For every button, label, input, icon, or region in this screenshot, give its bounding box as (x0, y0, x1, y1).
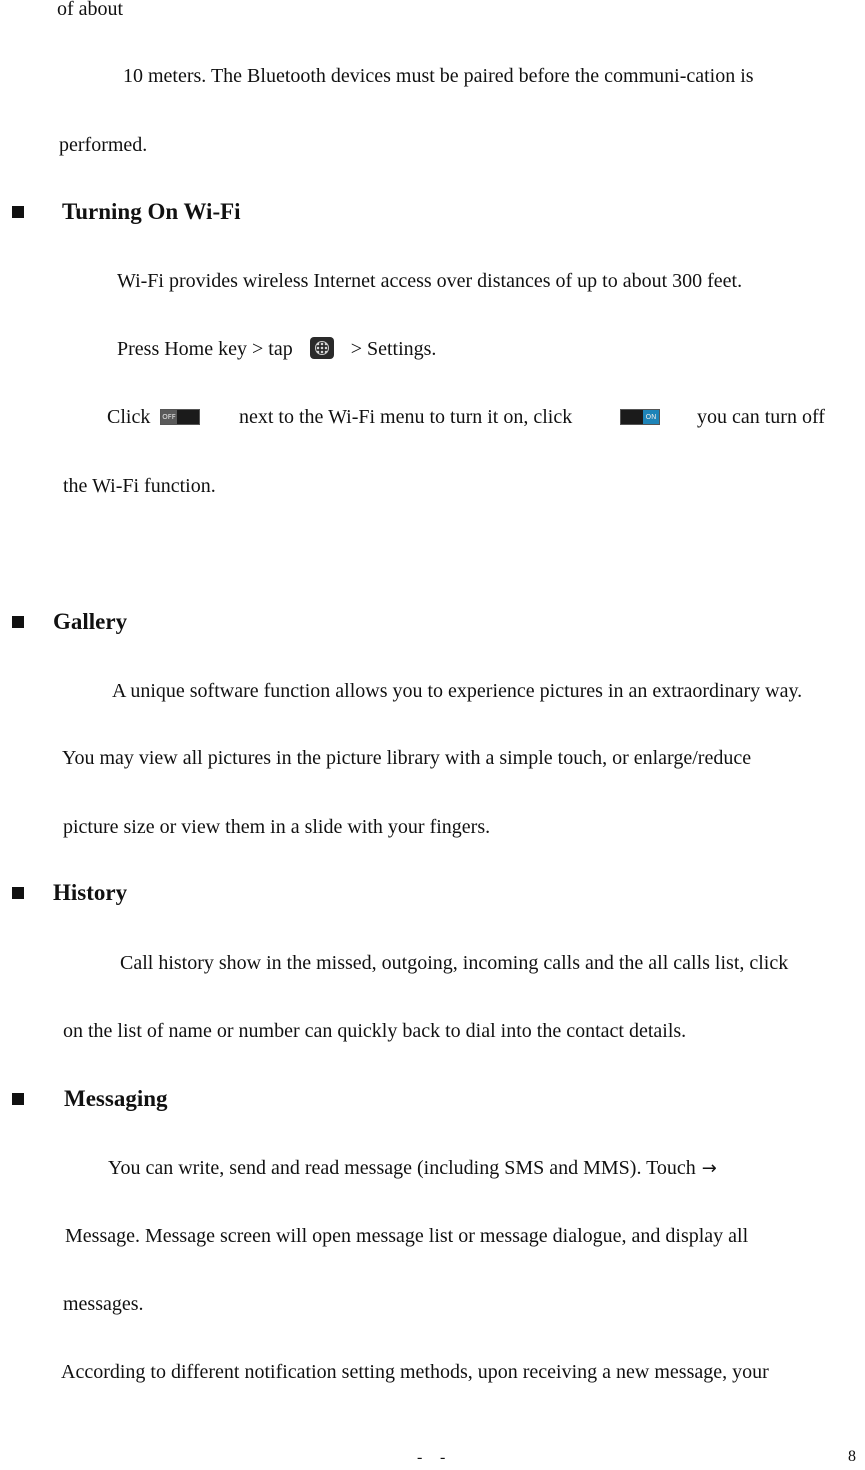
section-heading-history: History (53, 880, 128, 905)
footer-dash-right: - (440, 1449, 446, 1466)
arrow-right-icon: → (701, 1158, 717, 1179)
wifi-text-line-3-end: you can turn off (697, 406, 825, 428)
history-text-line-2: on the list of name or number can quickly back to dial into the contact details. (63, 1020, 687, 1042)
page-number: 8 (848, 1448, 856, 1465)
messaging-text-line-1 (108, 1156, 717, 1181)
apps-launcher-icon (310, 337, 334, 359)
footer-dash-left: - (417, 1449, 423, 1466)
bullet-square-icon (12, 616, 24, 628)
bullet-square-icon (12, 887, 24, 899)
wifi-text-line-3-click: Click (107, 406, 151, 428)
messaging-text-line-3: messages. (63, 1293, 144, 1315)
toggle-off-label: OFF (161, 410, 177, 424)
section-heading-gallery: Gallery (53, 609, 128, 634)
bullet-square-icon (12, 1093, 24, 1105)
wifi-text-line-2-end: > Settings. (350, 338, 437, 360)
section-heading-messaging: Messaging (64, 1086, 168, 1111)
bluetooth-text-line-2: 10 meters. The Bluetooth devices must be paired before the communi-cation is (123, 65, 754, 87)
section-heading-wifi: Turning On Wi-Fi (62, 199, 241, 224)
toggle-on-label: ON (643, 410, 659, 424)
wifi-toggle-on-icon (620, 409, 660, 425)
bullet-square-icon (12, 206, 24, 218)
messaging-text-line-1-text: You can write, send and read message (including SMS and MMS). Touch (108, 1157, 696, 1179)
wifi-text-line-2 (117, 337, 436, 361)
gallery-text-line-2: You may view all pictures in the picture library with a simple touch, or enlarge/reduce (62, 747, 752, 769)
wifi-text-line-4: the Wi-Fi function. (63, 475, 216, 497)
wifi-text-line-1: Wi-Fi provides wireless Internet access over distances of up to about 300 feet. (117, 270, 743, 292)
history-text-line-1: Call history show in the missed, outgoing, incoming calls and the all calls list, click (120, 952, 789, 974)
gallery-text-line-3: picture size or view them in a slide with your fingers. (63, 816, 491, 838)
gallery-text-line-1: A unique software function allows you to experience pictures in an extraordinary way. (112, 680, 803, 702)
wifi-toggle-off-icon (160, 409, 200, 425)
messaging-text-line-2: Message. Message screen will open message list or message dialogue, and display all (65, 1225, 749, 1247)
messaging-text-line-4: According to different notification setting methods, upon receiving a new message, your (61, 1361, 769, 1383)
wifi-text-line-2-start: Press Home key > tap (117, 338, 293, 360)
bluetooth-text-line-1: of about (57, 0, 124, 20)
wifi-text-line-3-middle: next to the Wi-Fi menu to turn it on, click (239, 406, 573, 428)
bluetooth-text-line-3: performed. (59, 134, 148, 156)
